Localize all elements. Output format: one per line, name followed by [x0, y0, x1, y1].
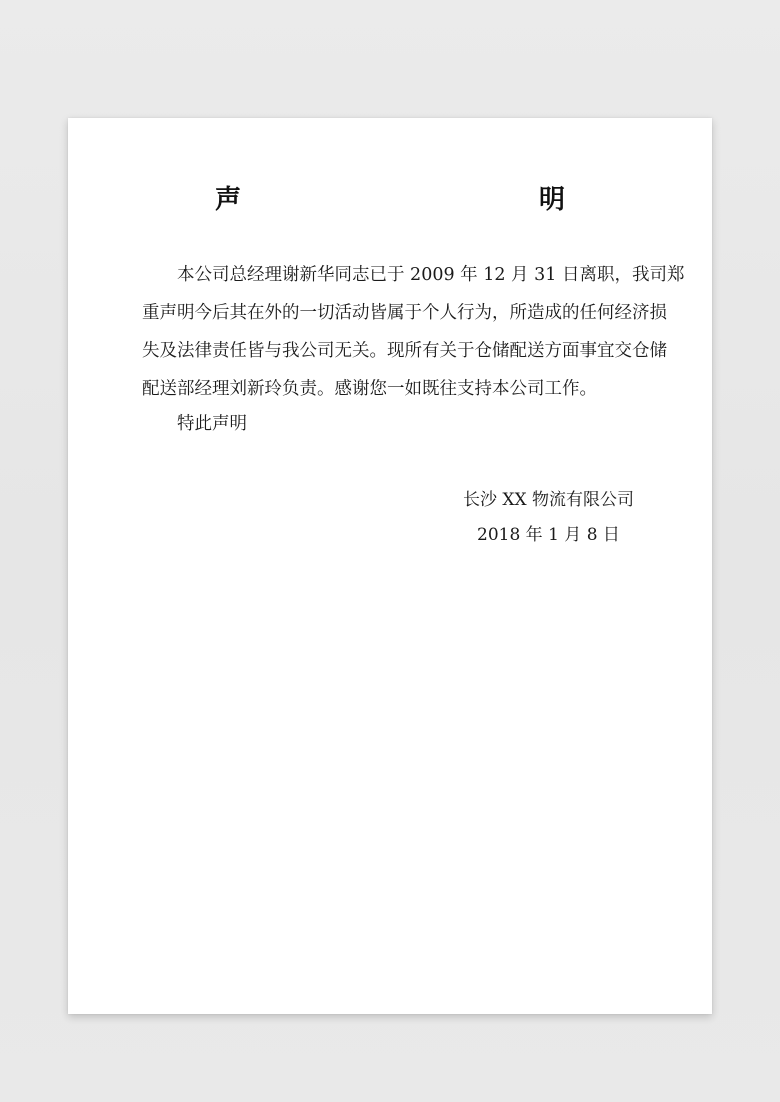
body-line: 本公司总经理谢新华同志已于 2009 年 12 月 31 日离职，我司郑 — [177, 265, 685, 285]
body-line: 重声明今后其在外的一切活动皆属于个人行为，所造成的任何经济损 — [142, 303, 667, 323]
document-paper — [68, 118, 712, 1014]
closing-statement: 特此声明 — [177, 414, 247, 434]
document-body — [142, 256, 685, 408]
body-line: 失及法律责任皆与我公司无关。现所有关于仓储配送方面事宜交仓储 — [142, 341, 667, 361]
document-title: 声 明 — [214, 185, 647, 215]
company-signature: 长沙 XX 物流有限公司 — [463, 490, 635, 510]
document-date: 2018 年 1 月 8 日 — [477, 525, 620, 545]
body-line: 配送部经理刘新玲负责。感谢您一如既往支持本公司工作。 — [142, 379, 597, 399]
